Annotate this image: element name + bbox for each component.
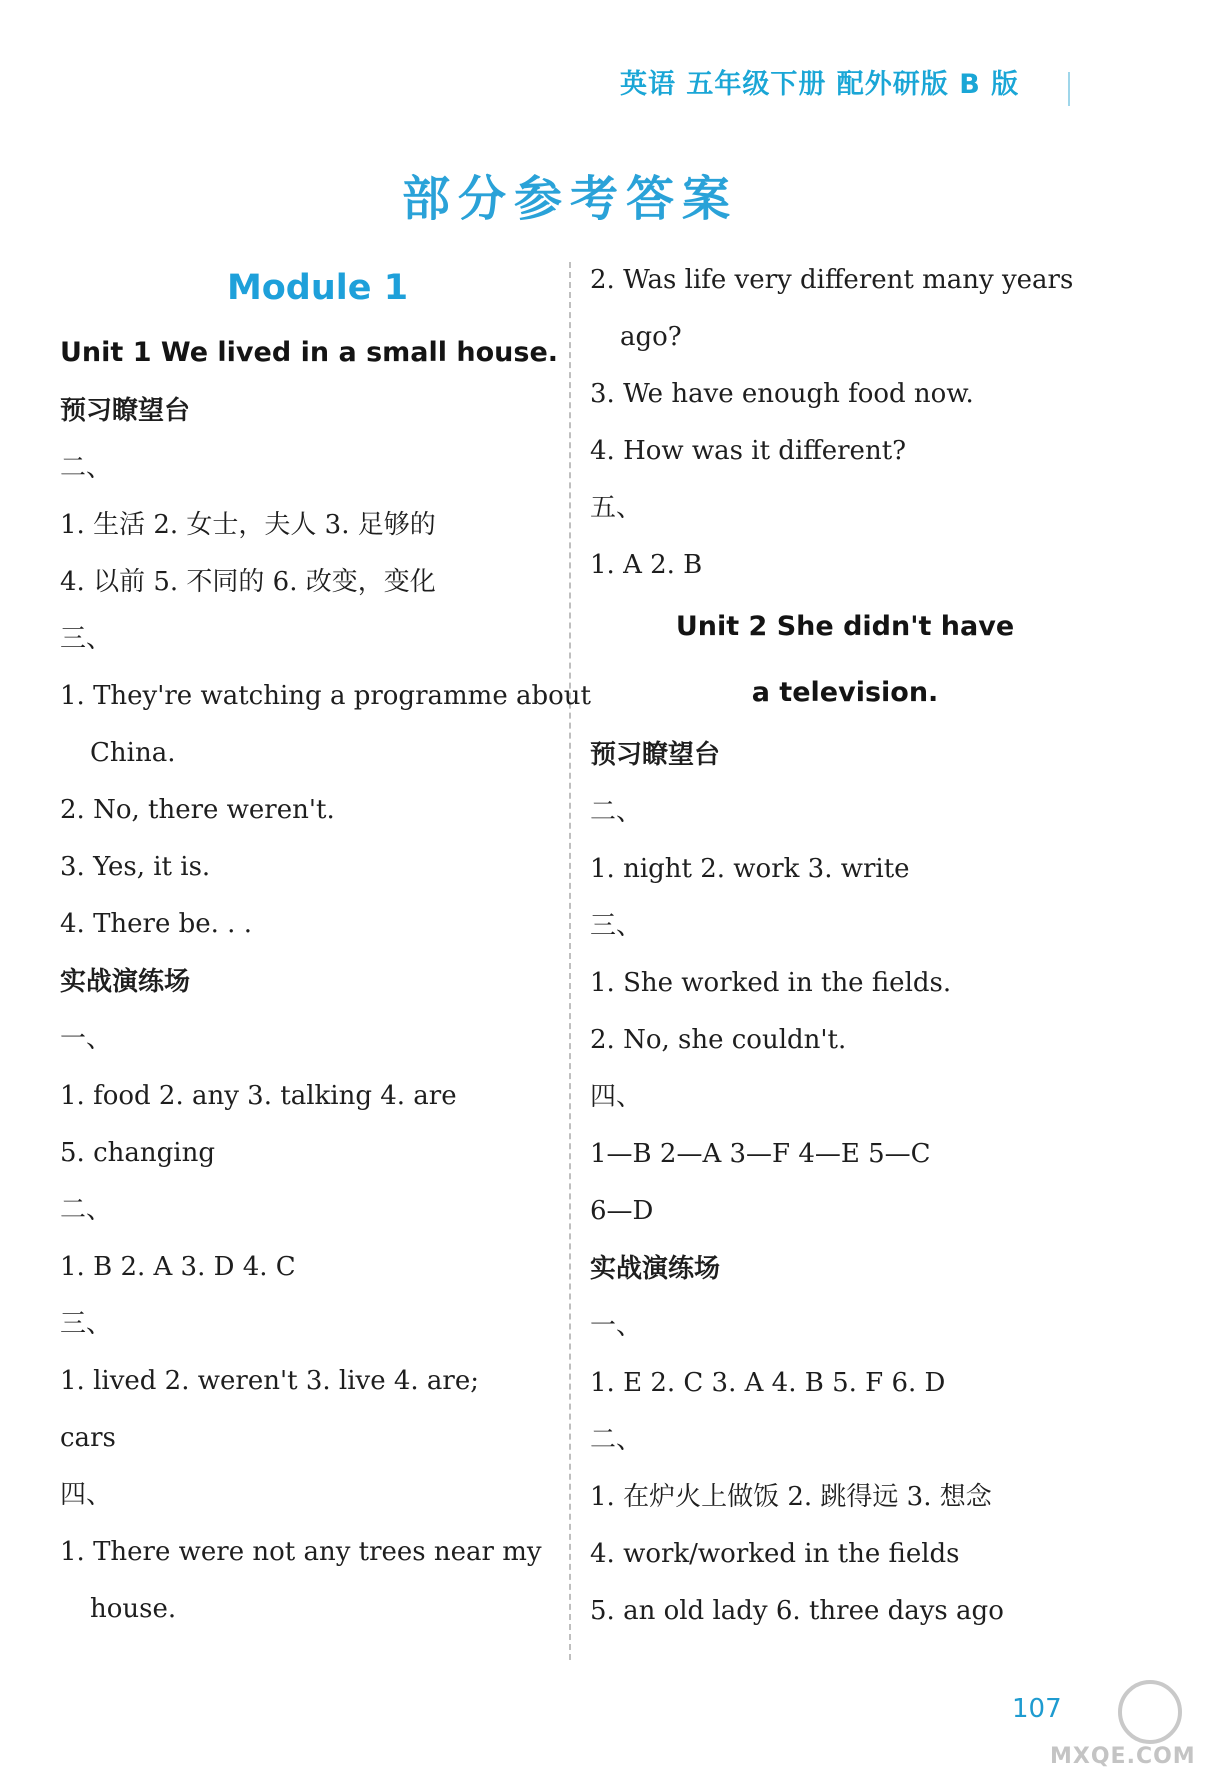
answer-line: 5. changing	[60, 1138, 215, 1168]
unit2-heading-cont: a television.	[751, 677, 939, 708]
answer-line: 二、	[590, 1425, 643, 1455]
section-heading: 实战演练场	[590, 1254, 721, 1284]
answer-line: 1. 在炉火上做饭 2. 跳得远 3. 想念	[590, 1482, 992, 1512]
answer-line: 3. Yes, it is.	[60, 852, 211, 882]
answer-line: 四、	[590, 1082, 643, 1112]
answer-line: 1. night 2. work 3. write	[590, 854, 910, 884]
answer-line: 2. Was life very different many years	[590, 265, 1074, 295]
answer-line: house.	[90, 1594, 177, 1624]
answer-line: 三、	[590, 911, 643, 941]
unit1-heading: Unit 1 We lived in a small house.	[60, 337, 559, 368]
answer-line: 1. A 2. B	[590, 550, 703, 580]
answer-line: 二、	[590, 797, 643, 827]
answer-line: 6—D	[590, 1196, 654, 1226]
header-rule	[1068, 72, 1070, 106]
answer-line: 二、	[60, 453, 113, 483]
watermark-logo-icon	[1118, 1680, 1182, 1744]
answer-line: 二、	[60, 1195, 113, 1225]
answer-line: 4. work/worked in the fields	[590, 1539, 960, 1569]
answer-line: 4. There be. . .	[60, 909, 252, 939]
answer-line: 1. They're watching a programme about	[60, 681, 591, 711]
book-header: 英语 五年级下册 配外研版 B 版	[620, 69, 1020, 100]
column-divider	[569, 262, 571, 1660]
answer-line: 五、	[590, 493, 643, 523]
answer-line: 3. We have enough food now.	[590, 379, 974, 409]
answer-line: 4. 以前 5. 不同的 6. 改变，变化	[60, 567, 436, 597]
page-number: 107	[1012, 1694, 1062, 1724]
answer-line: China.	[90, 738, 176, 768]
answer-line: 三、	[60, 1309, 113, 1339]
answer-line: cars	[60, 1423, 116, 1453]
answer-line: 四、	[60, 1480, 113, 1510]
right-column	[590, 252, 1100, 1640]
section-heading: 预习瞭望台	[60, 396, 191, 426]
answer-line: 1. B 2. A 3. D 4. C	[60, 1252, 296, 1282]
answer-line: 1. She worked in the fields.	[590, 968, 952, 998]
module-heading: Module 1	[226, 268, 409, 308]
left-column	[60, 252, 591, 1638]
unit2-heading: Unit 2 She didn't have	[675, 611, 1015, 642]
answer-line: 1—B 2—A 3—F 4—E 5—C	[590, 1139, 931, 1169]
answer-line: 1. food 2. any 3. talking 4. are	[60, 1081, 457, 1111]
page-title: 部分参考答案	[401, 171, 738, 227]
answer-line: 1. 生活 2. 女士，夫人 3. 足够的	[60, 510, 436, 540]
section-heading: 预习瞭望台	[590, 740, 721, 770]
answer-line: 三、	[60, 624, 113, 654]
answer-line: ago?	[620, 322, 682, 352]
answer-line: 5. an old lady 6. three days ago	[590, 1596, 1004, 1626]
answer-line: 2. No, she couldn't.	[590, 1025, 847, 1055]
watermark-text: MXQE.COM	[1050, 1744, 1196, 1769]
answer-line: 1. There were not any trees near my	[60, 1537, 542, 1567]
answer-line: 一、	[60, 1024, 113, 1054]
section-heading: 实战演练场	[60, 967, 191, 997]
answer-line: 一、	[590, 1311, 643, 1341]
answer-line: 1. E 2. C 3. A 4. B 5. F 6. D	[590, 1368, 946, 1398]
answer-line: 2. No, there weren't.	[60, 795, 335, 825]
answer-line: 4. How was it different?	[590, 436, 907, 466]
answer-line: 1. lived 2. weren't 3. live 4. are;	[60, 1366, 480, 1396]
